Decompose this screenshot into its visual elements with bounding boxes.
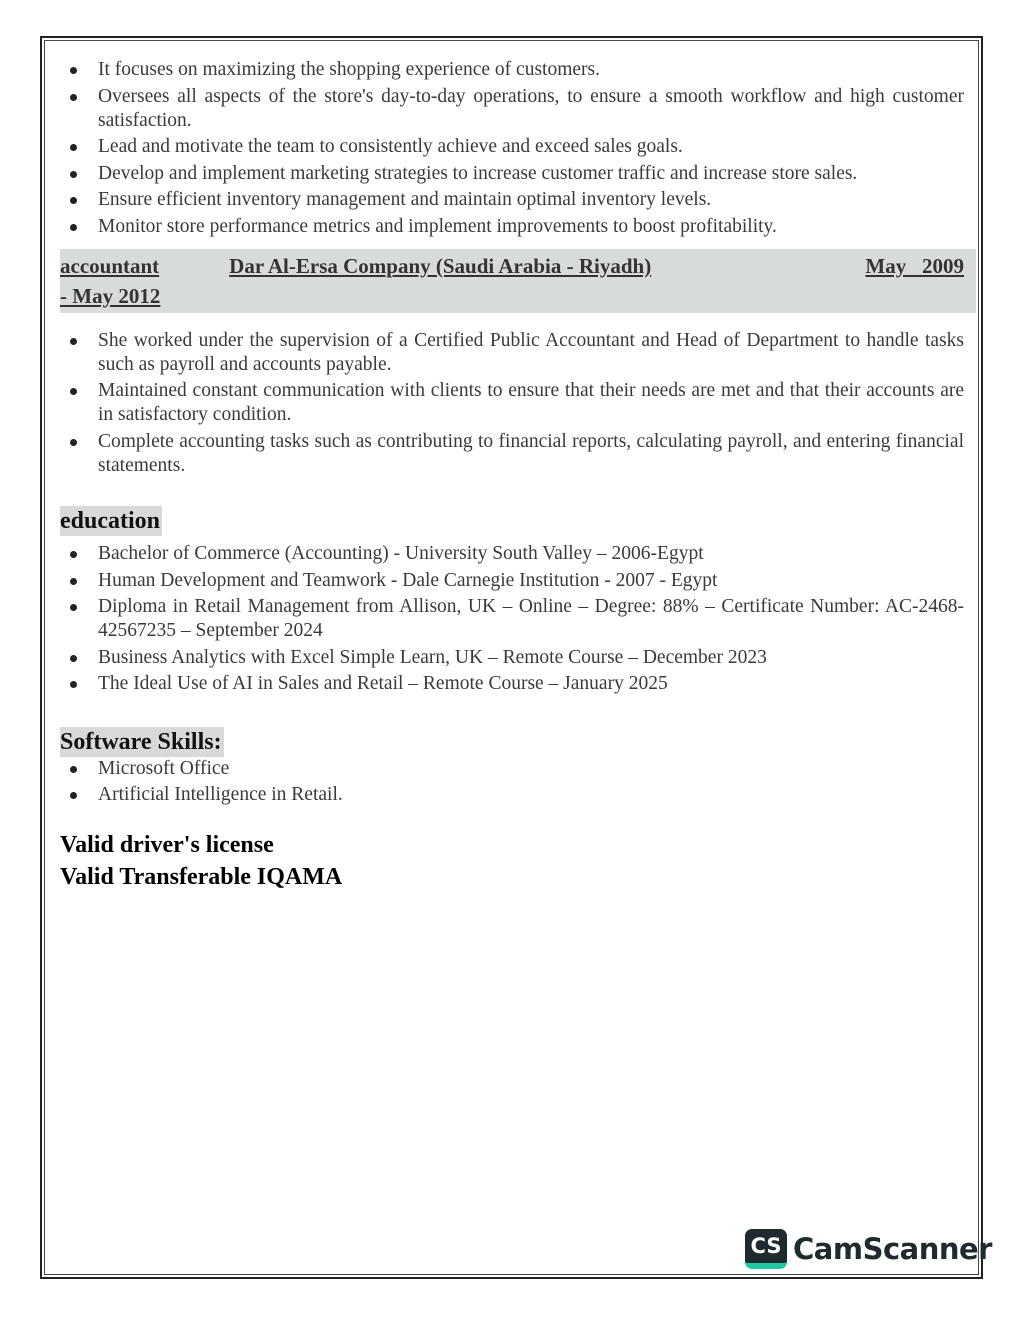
job-title: accountant	[60, 253, 160, 278]
list-item: Bachelor of Commerce (Accounting) - University South Valley – 2006-Egypt	[60, 542, 964, 566]
list-item: The Ideal Use of AI in Sales and Retail – Remote Course – January 2025	[60, 672, 964, 696]
job-start: May 2009	[865, 253, 964, 278]
list-item: Oversees all aspects of the store's day-to-day operations, to ensure a smooth workflow and high customer satisfaction.	[60, 85, 964, 133]
camscanner-text: CamScanner	[793, 1232, 992, 1266]
list-item: Lead and motivate the team to consistently achieve and exceed sales goals.	[60, 135, 964, 159]
list-item: She worked under the supervision of a Certified Public Accountant and Head of Department to handle tasks such as payroll and accounts payable.	[60, 329, 964, 377]
education-list	[60, 542, 964, 696]
list-item: Artificial Intelligence in Retail.	[60, 783, 964, 807]
list-item: Human Development and Teamwork - Dale Carnegie Institution - 2007 - Egypt	[60, 569, 964, 593]
software-list	[60, 757, 964, 808]
list-item: Microsoft Office	[60, 757, 964, 781]
list-item: Develop and implement marketing strategies to increase customer traffic and increase store sales.	[60, 162, 964, 186]
list-item: Monitor store performance metrics and implement improvements to boost profitability.	[60, 215, 964, 239]
iqama-line: Valid Transferable IQAMA	[60, 864, 343, 890]
duties-list	[60, 58, 964, 239]
camscanner-logo-icon: CS	[745, 1229, 787, 1269]
list-item: Ensure efficient inventory management and maintain optimal inventory levels.	[60, 188, 964, 212]
license-line: Valid driver's license	[60, 832, 274, 858]
job-duties-list	[60, 329, 964, 478]
list-item: Business Analytics with Excel Simple Learn, UK – Remote Course – December 2023	[60, 646, 964, 670]
resume-page	[60, 58, 964, 893]
job-end: - May 2012	[60, 283, 161, 308]
list-item: Maintained constant communication with clients to ensure that their needs are met and that their accounts are in satisfactory condition.	[60, 379, 964, 427]
job-header	[60, 249, 976, 313]
list-item: Complete accounting tasks such as contributing to financial reports, calculating payroll, and entering financial statements.	[60, 430, 964, 478]
software-heading: Software Skills:	[60, 728, 222, 755]
job-company: Dar Al-Ersa Company (Saudi Arabia - Riyadh)	[229, 253, 652, 278]
list-item: It focuses on maximizing the shopping experience of customers.	[60, 58, 964, 82]
education-heading: education	[60, 508, 161, 534]
list-item: Diploma in Retail Management from Allison, UK – Online – Degree: 88% – Certificate Number: AC-2468-42567235 – September 2024	[60, 595, 964, 643]
camscanner-watermark	[745, 1229, 992, 1269]
